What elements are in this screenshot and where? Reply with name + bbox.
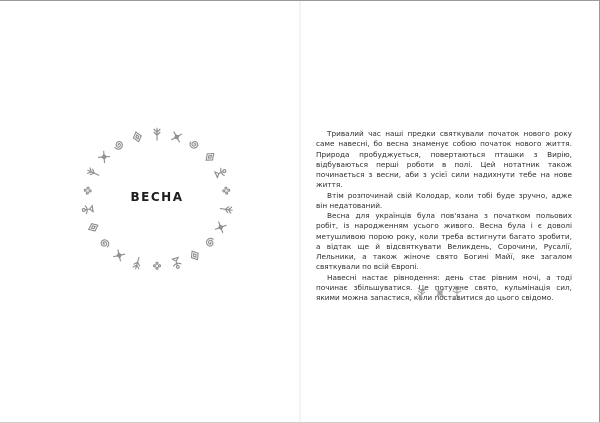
wheat-icon	[418, 287, 426, 300]
wheat-motif-icon	[154, 128, 160, 140]
cross-motif-icon	[172, 132, 182, 142]
paragraph: Навесні настає рівнодення: день стає рівним ночі, а тоді починає збільшуватися. Це потужне свято, кульмінація сил, якими можна запастися, коли поставитися до цього свідомо.	[316, 272, 572, 302]
bottom-ornament	[414, 285, 468, 306]
goddess-motif-icon	[171, 257, 182, 269]
spiral-motif-icon	[205, 237, 216, 248]
wheat-motif-icon	[87, 167, 100, 177]
dots-motif-icon	[154, 262, 161, 269]
diamond-motif-icon	[189, 249, 201, 262]
book-gutter	[299, 1, 301, 422]
wheat-motif-icon	[220, 206, 233, 214]
diamond-motif-icon	[204, 151, 217, 164]
spiral-motif-icon	[100, 238, 111, 249]
cross-motif-icon	[114, 250, 125, 261]
left-page-wreath	[72, 120, 242, 280]
spiral-motif-icon	[113, 140, 124, 150]
right-page-text	[316, 129, 572, 303]
cross-motif-icon	[98, 151, 109, 162]
cross-motif-icon	[436, 289, 444, 297]
paragraph: Тривалий час наші предки святкували початок нового року саме навесні, бо весна знаменує собою початок нового життя. Природа пробуджується, повертаються пташки з Вирію, відбуваються перші роботи в полі. Цей нотатник також починається з весни, аби з усієї сили надихнути тебе на нове життя.	[316, 129, 572, 190]
wheat-motif-icon	[133, 256, 142, 269]
paragraph: Втім розпочинай свій Колодар, коли тобі буде зручно, адже він недатований.	[316, 190, 572, 210]
diamond-motif-icon	[132, 131, 142, 143]
goddess-motif-icon	[453, 286, 461, 299]
paragraph: Весна для українців була пов'язана з початком польових робіт, із народженням усього живого. Весна була і є доволі метушливою порою року, коли треба встигнути багато зробити, а відтак ще й відсвяткувати Великдень, Сорочини, Русалії, Лельники, а також жіноче свято Богині Майї, яке загалом святкували по всій Європі.	[316, 211, 572, 272]
spiral-motif-icon	[188, 139, 199, 149]
goddess-motif-icon	[82, 205, 93, 214]
season-title: ВЕСНА	[130, 190, 184, 204]
cross-motif-icon	[215, 222, 226, 233]
diamond-motif-icon	[87, 222, 99, 233]
goddess-motif-icon	[214, 167, 227, 179]
